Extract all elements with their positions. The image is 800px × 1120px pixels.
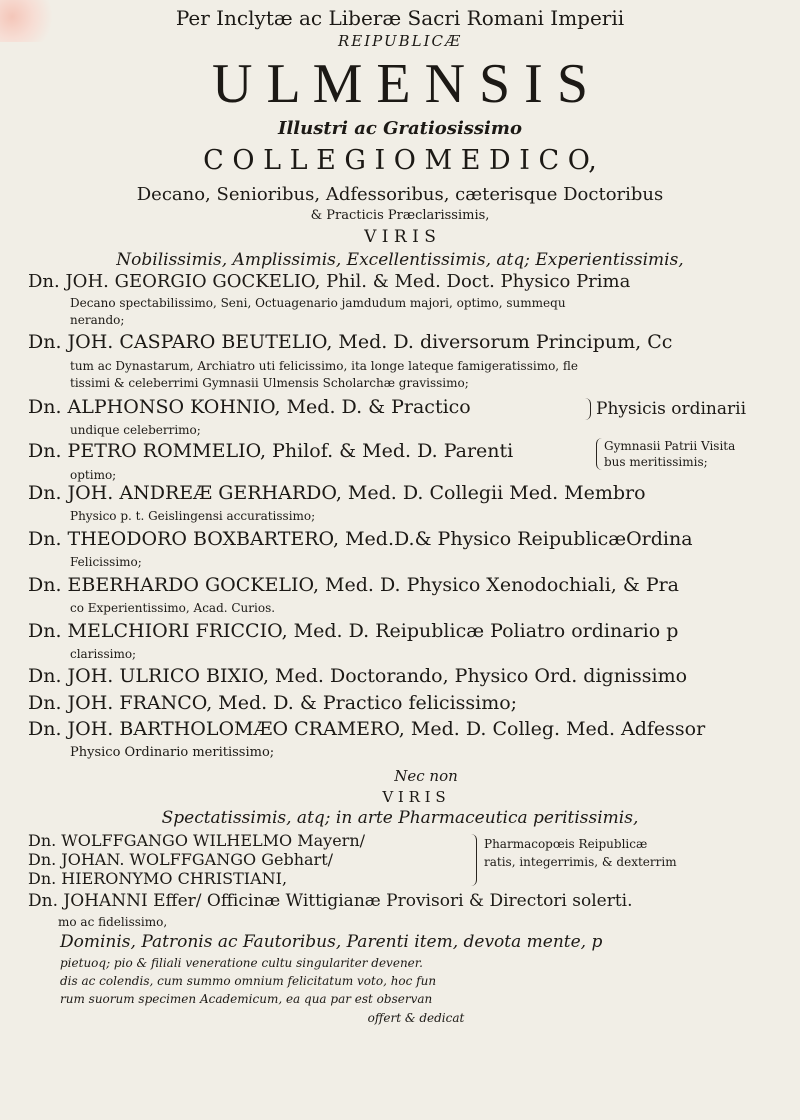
nec-non: Nec non [394,767,458,785]
dedicatee-11-line-2: Physico Ordinario meritissimo; [70,745,275,760]
dedicatee-2-line-3: tissimi & celeberrimi Gymnasii Ulmensis Scholarchæ gravissimo; [70,376,469,390]
dedicatee-10-line-1: Dn. JOH. FRANCO, Med. D. & Practico felicissimo; [28,692,518,714]
pharmacist-4-line-2: mo ac fidelissimo, [58,915,168,929]
bracket-1 [584,398,591,420]
dedicatee-8-line-1: Dn. MELCHIORI FRICCIO, Med. D. Reipublicæ Poliatro ordinario p [28,620,679,642]
dedicatee-6-line-1: Dn. THEODORO BOXBARTERO, Med.D.& Physico ReipublicæOrdina [28,528,693,550]
college-epithet: Illustri ac Gratiosissimo [278,118,522,139]
closing-line-1: Dominis, Patronis ac Fautoribus, Parenti item, devota mente, p [60,932,603,952]
dedicatee-5-line-1: Dn. JOH. ANDREÆ GERHARDO, Med. D. Collegii Med. Membro [28,482,646,504]
pharmacist-4: Dn. JOHANNI Effer/ Officinæ Wittigianæ Provisori & Directori solerti. [28,891,633,911]
pharmacist-1: Dn. WOLFFGANGO WILHELMO Mayern/ [28,831,366,850]
viris-2: V I R I S [382,788,446,806]
header-line-1: Per Inclytæ ac Liberæ Sacri Romani Imperii [175,6,625,30]
brace-1 [596,438,603,470]
closing-line-5: offert & dedicat [367,1011,465,1025]
dedicatee-2-line-1: Dn. JOH. CASPARO BEUTELIO, Med. D. diversorum Principum, Cc [28,331,673,353]
closing-line-4: rum suorum specimen Academicum, ea qua par est observan [60,992,433,1006]
dedicatee-5-line-2: Physico p. t. Geislingensi accuratissimo; [70,509,316,523]
closing-line-3: dis ac colendis, cum summo omnium felicitatum voto, hoc fun [60,974,437,988]
dedicatee-1-line-3: nerando; [70,313,125,327]
dedicatee-11-line-1: Dn. JOH. BARTHOLOMÆO CRAMERO, Med. D. Colleg. Med. Adfessor [28,718,706,740]
dedicatee-3-line-1: Dn. ALPHONSO KOHNIO, Med. D. & Practico [28,396,471,418]
dedicatee-7-line-1: Dn. EBERHARDO GOCKELIO, Med. D. Physico Xenodochiali, & Pra [28,574,680,596]
pharma-epithet: Spectatissimis, atq; in arte Pharmaceutica peritissimis, [161,808,639,828]
bracket-text-1: Physicis ordinarii [596,399,747,419]
dedicatee-3-line-2: undique celeberrimo; [70,423,201,437]
addressees: Decano, Senioribus, Adfessoribus, cæterisque Doctoribus [136,184,664,205]
dedicatee-8-line-2: clarissimo; [70,647,137,661]
dedicatee-4-line-1: Dn. PETRO ROMMELIO, Philof. & Med. D. Parenti [28,440,514,462]
viris-1: V I R I S [364,227,436,247]
bracket-2 [468,834,477,886]
city-title: U L M E N S I S [212,53,588,115]
dedicatee-6-line-2: Felicissimo; [70,555,142,569]
dedicatee-1-line-1: Dn. JOH. GEORGIO GOCKELIO, Phil. & Med. Doct. Physico Prima [28,271,631,292]
dedicatee-2-line-2: tum ac Dynastarum, Archiatro uti felicissimo, ita longe lateque famigeratissimo, fle [70,359,579,373]
epithets-2: Nobilissimis, Amplissimis, Excellentissimis, atq; Experientissimis, [116,250,684,270]
addressees-2: & Practicis Præclarissimis, [310,208,490,223]
pharma-bracket-b: ratis, integerrimis, & dexterrim [484,855,677,869]
pharmacist-3: Dn. HIERONYMO CHRISTIANI, [28,869,288,888]
dedicatee-7-line-2: co Experientissimo, Acad. Curios. [70,601,276,615]
dedicatee-4-line-2: optimo; [70,468,117,482]
bracket-text-2a: Gymnasii Patrii Visita [604,439,736,453]
dedicatee-9-line-1: Dn. JOH. ULRICO BIXIO, Med. Doctorando, Physico Ord. dignissimo [28,665,688,687]
dedicatee-1-line-2: Decano spectabilissimo, Seni, Octuagenario jamdudum majori, optimo, summequ [70,296,566,310]
college-name: C O L L E G I O M E D I C O, [203,145,597,176]
pharma-bracket-a: Pharmacopœis Reipublicæ [484,837,648,851]
pharmacist-2: Dn. JOHAN. WOLFFGANGO Gebhart/ [28,850,334,869]
bracket-text-2b: bus meritissimis; [604,455,708,469]
header-line-2: REIPUBLICÆ [337,32,463,50]
closing-line-2: pietuoq; pio & filiali veneratione cultu singulariter devener. [60,956,423,970]
